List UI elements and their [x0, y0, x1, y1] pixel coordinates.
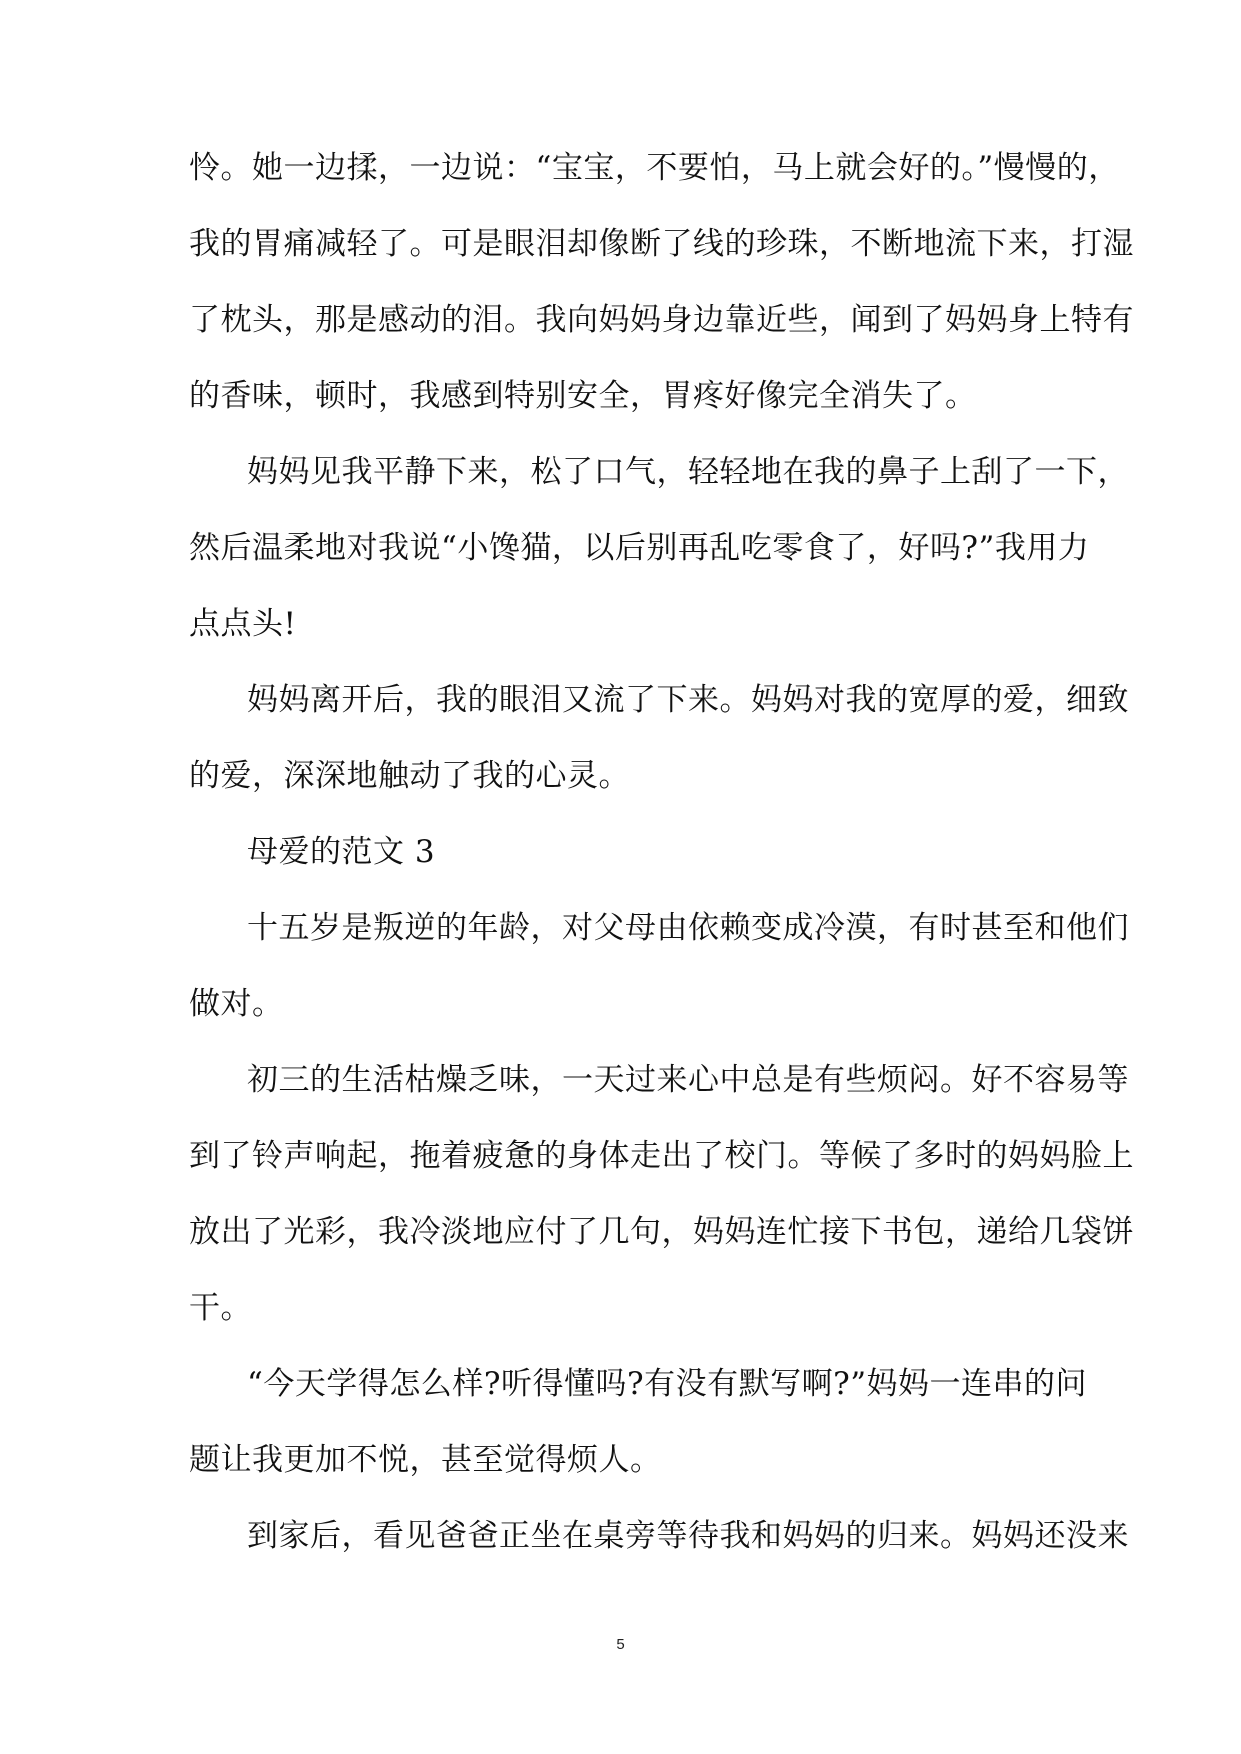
text-line: 妈妈离开后，我的眼泪又流了下来。妈妈对我的宽厚的爱，细致 — [247, 682, 1129, 718]
text-line: “今天学得怎么样?听得懂吗?有没有默写啊?”妈妈一连串的问 — [247, 1366, 1088, 1402]
text-line: 我的胃痛减轻了。可是眼泪却像断了线的珍珠，不断地流下来，打湿 — [189, 226, 1134, 262]
page-number: 5 — [616, 1636, 625, 1653]
text-line: 怜。她一边揉，一边说：“宝宝，不要怕，马上就会好的。”慢慢的， — [189, 150, 1120, 186]
text-line: 妈妈见我平静下来，松了口气，轻轻地在我的鼻子上刮了一下， — [247, 454, 1129, 490]
text-line: 的爱，深深地触动了我的心灵。 — [189, 758, 630, 794]
text-line: 的香味，顿时，我感到特别安全，胃疼好像完全消失了。 — [189, 378, 977, 414]
section-heading: 母爱的范文 3 — [247, 834, 436, 870]
text-line: 做对。 — [189, 986, 284, 1022]
text-line: 到了铃声响起，拖着疲惫的身体走出了校门。等候了多时的妈妈脸上 — [189, 1138, 1134, 1174]
text-line: 到家后，看见爸爸正坐在桌旁等待我和妈妈的归来。妈妈还没来 — [247, 1518, 1129, 1554]
text-line: 然后温柔地对我说“小馋猫，以后别再乱吃零食了，好吗?”我用力 — [189, 530, 1090, 566]
text-line: 十五岁是叛逆的年龄，对父母由依赖变成冷漠，有时甚至和他们 — [247, 910, 1129, 946]
text-line: 初三的生活枯燥乏味，一天过来心中总是有些烦闷。好不容易等 — [247, 1062, 1129, 1098]
text-line: 点点头! — [189, 606, 297, 642]
text-line: 题让我更加不悦，甚至觉得烦人。 — [189, 1442, 662, 1478]
body-text — [189, 138, 1134, 1582]
text-line: 干。 — [189, 1290, 252, 1326]
text-line: 了枕头，那是感动的泪。我向妈妈身边靠近些，闻到了妈妈身上特有 — [189, 302, 1134, 338]
text-line: 放出了光彩，我冷淡地应付了几句，妈妈连忙接下书包，递给几袋饼 — [189, 1214, 1134, 1250]
